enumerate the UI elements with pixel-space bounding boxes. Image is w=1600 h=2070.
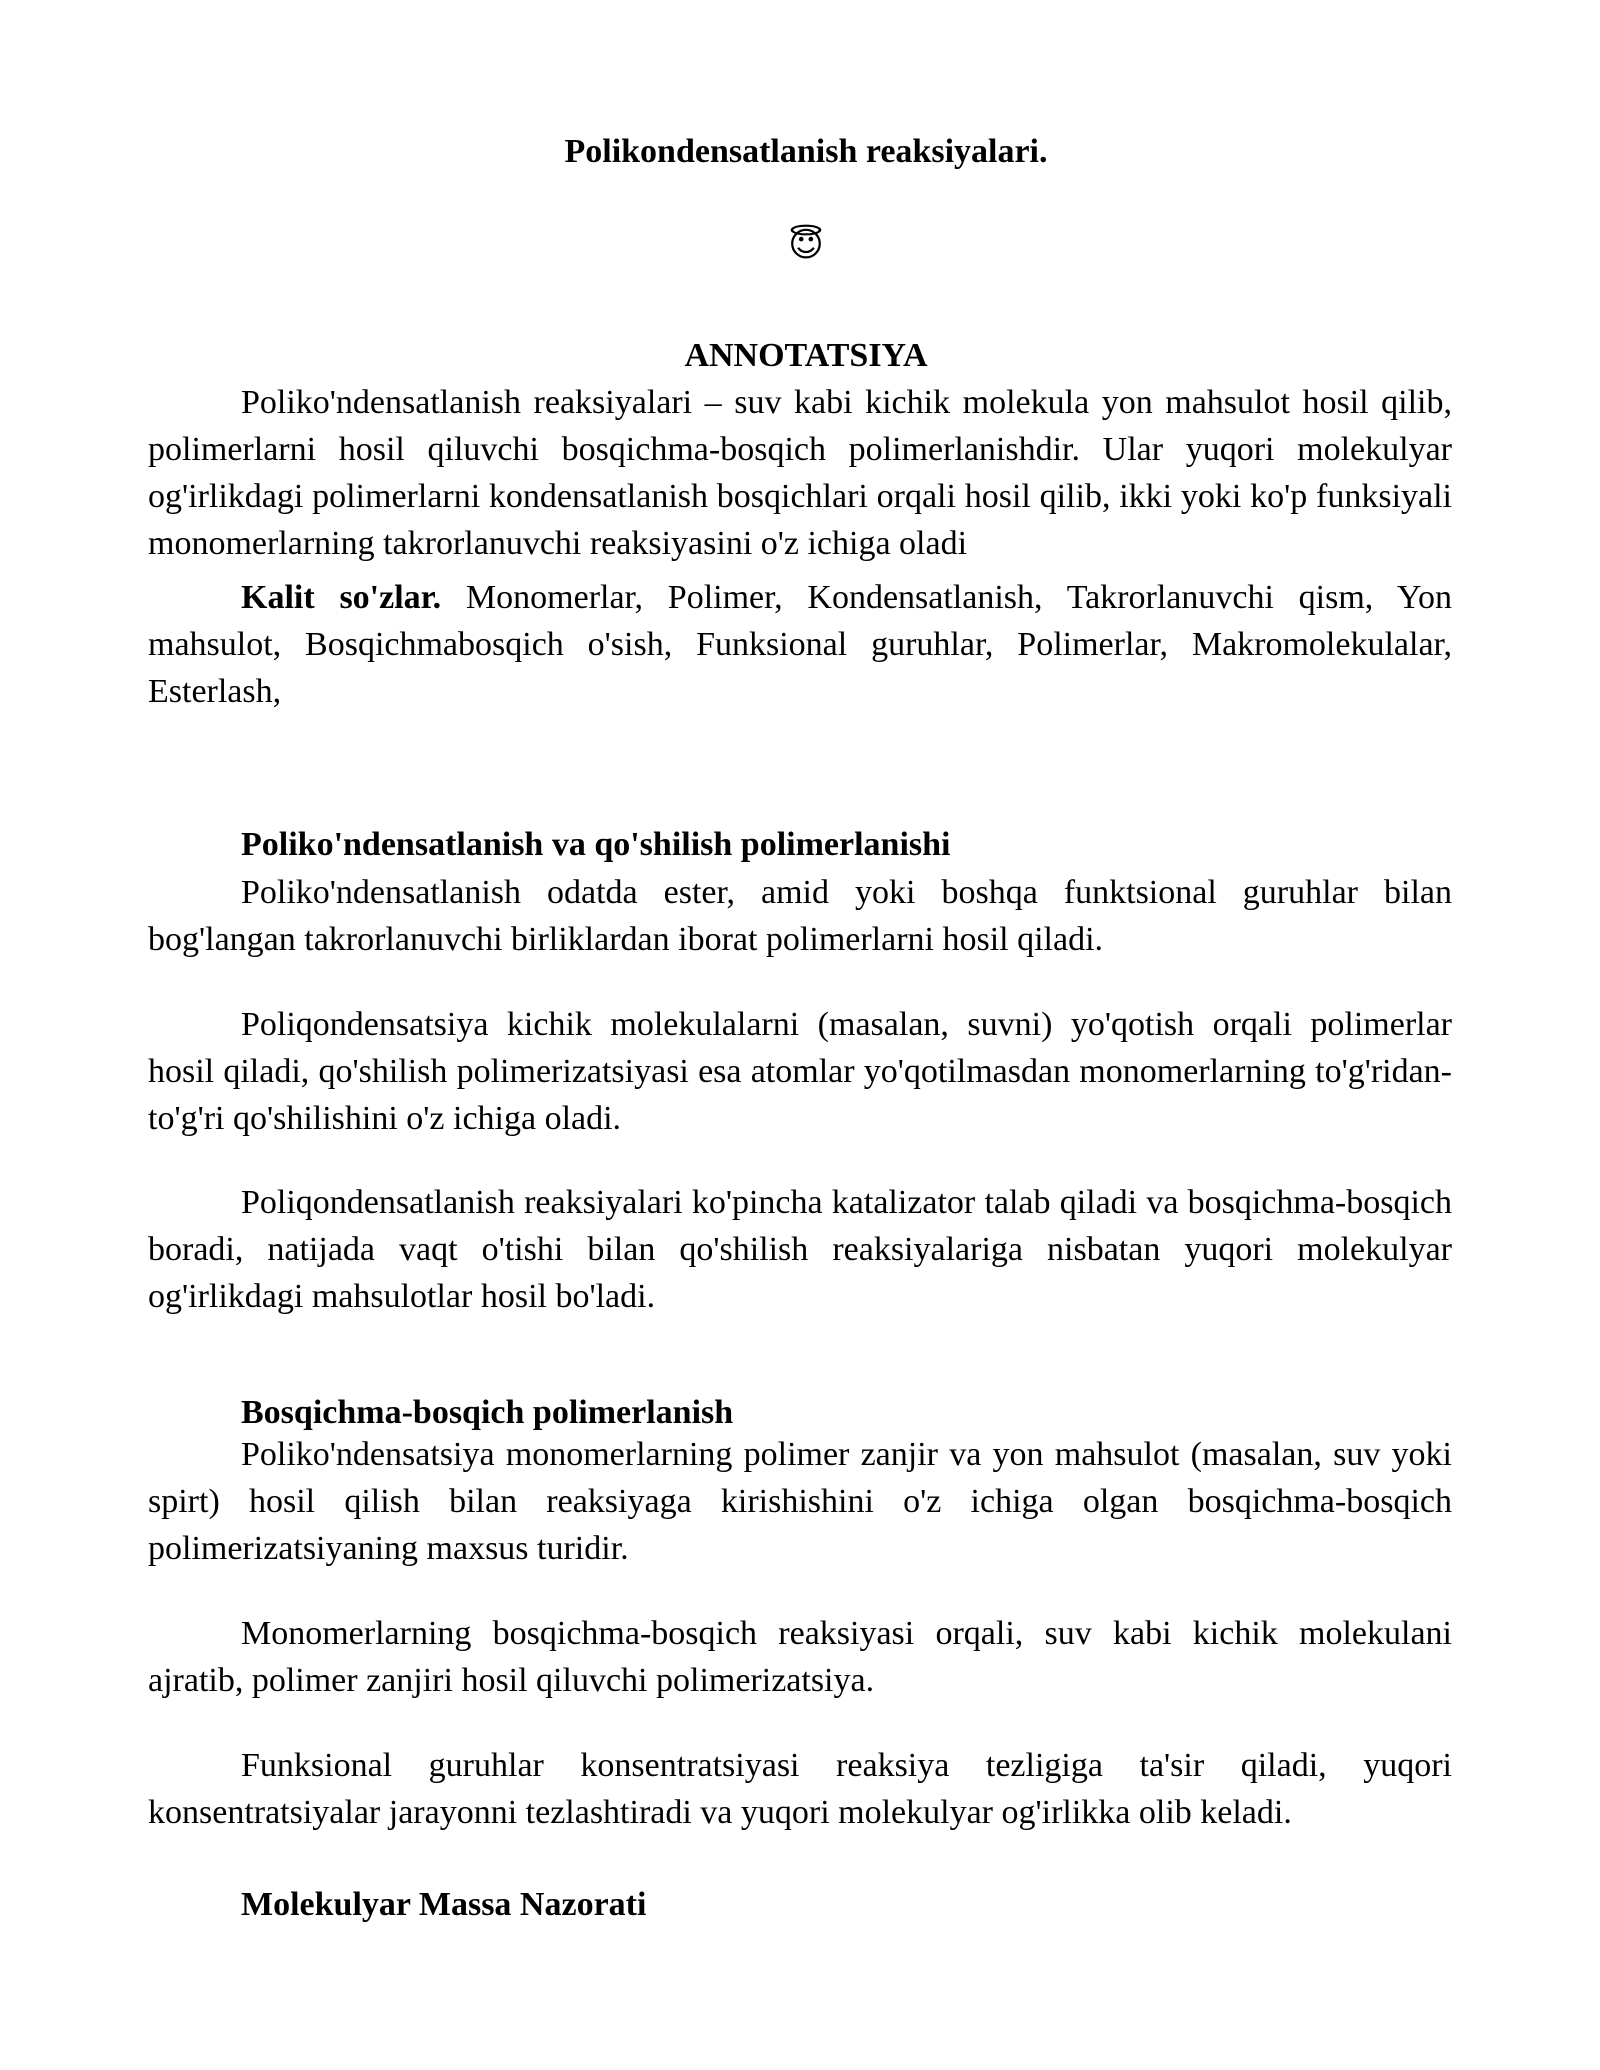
annotation-heading: ANNOTATSIYA <box>684 337 928 374</box>
keywords-label: Kalit so'zlar. <box>241 579 442 616</box>
body-paragraph: Monomerlarning bosqichma-bosqich reaksiyasi orqali, suv kabi kichik molekulani ajratib, polimer zanjiri hosil qiluvchi polimerizatsiya. <box>148 1615 1452 1699</box>
keywords-paragraph <box>148 574 1452 715</box>
body-paragraph: Poliko'ndensatlanish odatda ester, amid yoki boshqa funktsional guruhlar bilan bog'langan takrorlanuvchi birliklardan iborat polimerlarni hosil qiladi. <box>148 874 1452 958</box>
section-1-paragraph-2 <box>148 1001 1452 1142</box>
document-title: Polikondensatlanish reaksiyalari. <box>564 133 1048 170</box>
section-1-paragraph-3 <box>148 1179 1452 1320</box>
body-paragraph: Poliqondensatsiya kichik molekulalarni (masalan, suvni) yo'qotish orqali polimerlar hosil qiladi, qo'shilish polimerizatsiyasi esa atomlar yo'qotilmasdan monomerlarning to'g'ridan-to'g'ri qo'shilishini o'z ichiga oladi. <box>148 1006 1452 1137</box>
body-paragraph: Poliqondensatlanish reaksiyalari ko'pincha katalizator talab qiladi va bosqichma-bosqich boradi, natijada vaqt o'tishi bilan qo'shilish reaksiyalariga nisbatan yuqori molekulyar og'irlikdagi mahsulotlar hosil bo'ladi. <box>148 1184 1452 1315</box>
annotation-block <box>148 379 1452 567</box>
section-heading: Molekulyar Massa Nazorati <box>241 1886 647 1923</box>
body-paragraph: Poliko'ndensatsiya monomerlarning polimer zanjir va yon mahsulot (masalan, suv yoki spirt) hosil qilish bilan reaksiyaga kirishishini o'z ichiga olgan bosqichma-bosqich polimerizatsiyaning maxsus turidir. <box>148 1436 1452 1567</box>
section-1-paragraph-1 <box>148 869 1452 963</box>
section-heading-3 <box>148 1881 1452 1928</box>
keywords-list: Monomerlar, Polimer, Kondensatlanish, Takrorlanuvchi qism, Yon mahsulot, Bosqichmabosqich o'sish, Funksional guruhlar, Polimerlar, Makromolekulalar, Esterlash, <box>148 579 1452 710</box>
smiling-face-with-halo-icon: 😇 <box>788 225 824 265</box>
body-paragraph: Funksional guruhlar konsentratsiyasi reaksiya tezligiga ta'sir qiladi, yuqori konsentratsiyalar jarayonni tezlashtiradi va yuqori molekulyar og'irlikka olib keladi. <box>148 1747 1452 1831</box>
keywords-block <box>148 574 1452 715</box>
section-2-paragraph-2 <box>148 1610 1452 1704</box>
section-heading-2 <box>148 1389 1452 1436</box>
annotation-paragraph: Poliko'ndensatlanish reaksiyalari – suv kabi kichik molekula yon mahsulot hosil qilib, polimerlarni hosil qiluvchi bosqichma-bosqich polimerlanishdir. Ular yuqori molekulyar og'irlikdagi polimerlarni kondensatlanish bosqichlari orqali hosil qilib, ikki yoki ko'p funksiyali monomerlarning takrorlanuvchi reaksiyasini o'z ichiga oladi <box>148 384 1452 562</box>
section-heading: Bosqichma-bosqich polimerlanish <box>241 1394 734 1431</box>
section-2-paragraph-1 <box>148 1431 1452 1572</box>
section-heading-1 <box>148 821 1452 868</box>
section-2-paragraph-3 <box>148 1742 1452 1836</box>
section-heading: Poliko'ndensatlanish va qo'shilish polimerlanishi <box>241 826 951 863</box>
